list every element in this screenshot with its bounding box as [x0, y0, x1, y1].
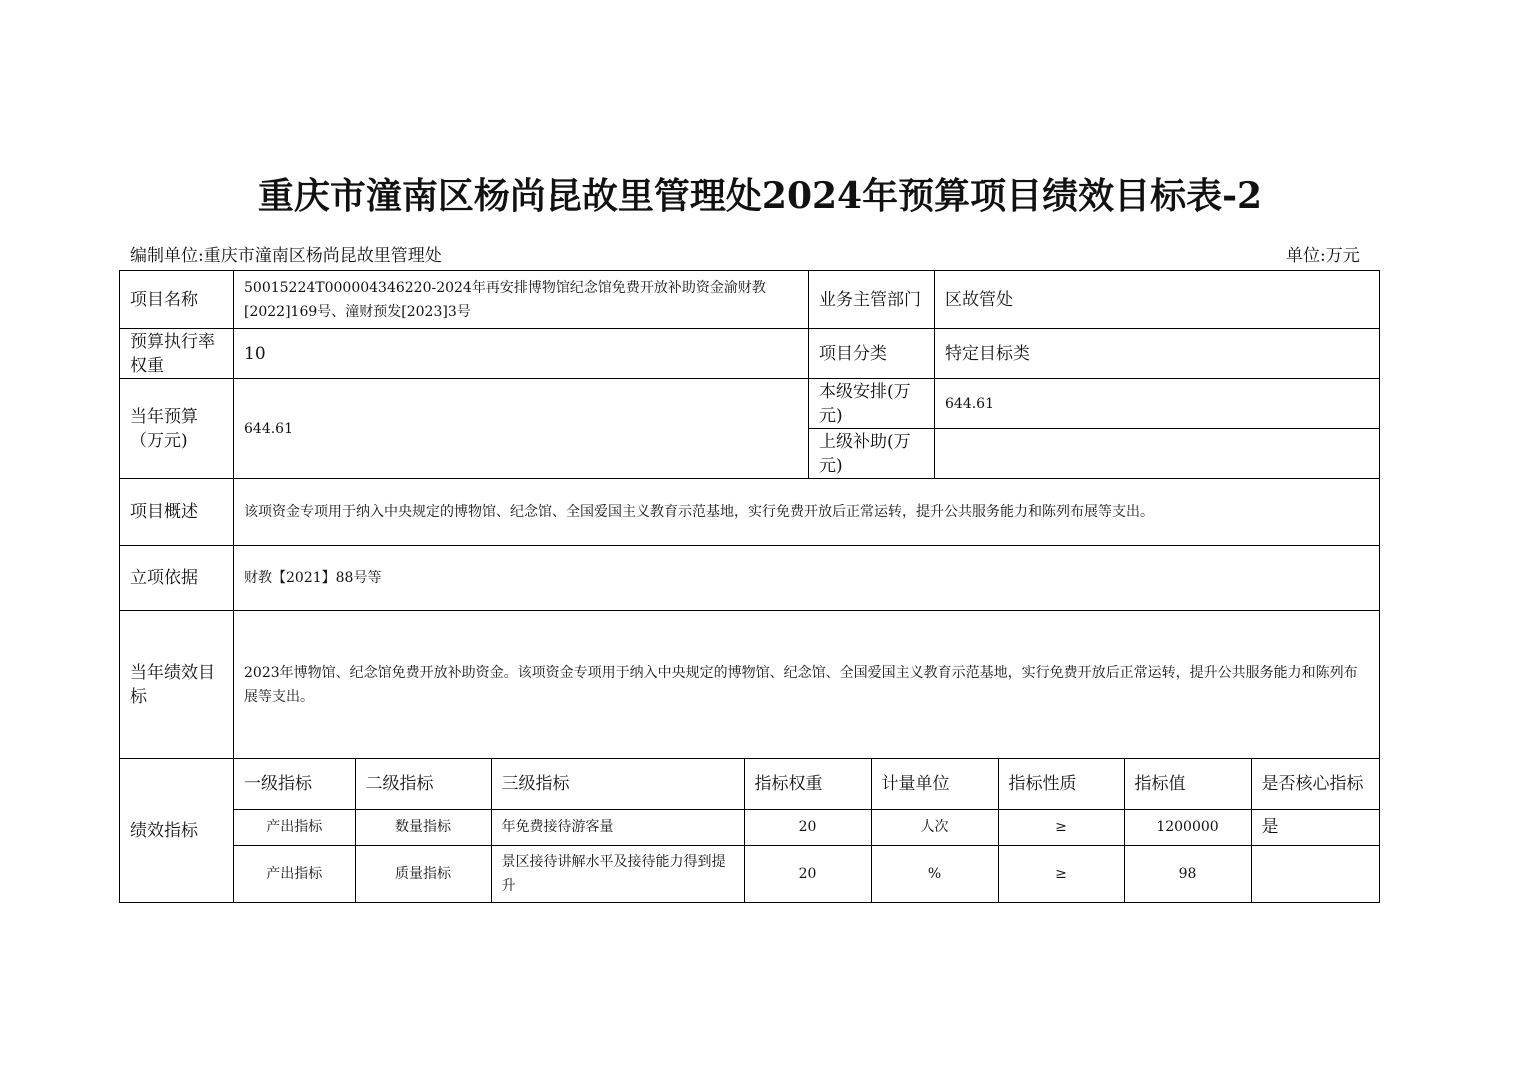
dept-label: 业务主管部门: [809, 271, 935, 329]
local-label: 本级安排(万元): [809, 379, 935, 429]
goal-value: 2023年博物馆、纪念馆免费开放补助资金。该项资金专项用于纳入中央规定的博物馆、纪念馆、全国爱国主义教育示范基地，实行免费开放后正常运转，提升公共服务能力和陈列布展等支出。: [234, 611, 1380, 759]
project-name-label: 项目名称: [120, 271, 234, 329]
indicator-level1: 产出指标: [234, 809, 355, 845]
indicator-unit: 人次: [871, 809, 998, 845]
header-value: 指标值: [1124, 759, 1251, 809]
indicator-weight: 20: [744, 845, 871, 902]
indicators-header-row: [234, 759, 1379, 809]
indicators-label: 绩效指标: [120, 759, 234, 903]
header-nature: 指标性质: [998, 759, 1124, 809]
page-title: 重庆市潼南区杨尚昆故里管理处2024年预算项目绩效目标表-2: [257, 175, 1263, 217]
indicator-level2: 数量指标: [355, 809, 491, 845]
header-level2: 二级指标: [355, 759, 491, 809]
exec-weight-value: 10: [234, 329, 809, 379]
category-label: 项目分类: [809, 329, 935, 379]
overview-label: 项目概述: [120, 479, 234, 546]
project-name-row: [120, 271, 1380, 329]
indicators-table: [234, 759, 1379, 902]
header-level1: 一级指标: [234, 759, 355, 809]
header-unit: 计量单位: [871, 759, 998, 809]
upper-label: 上级补助(万元): [809, 429, 935, 479]
indicator-level3: 景区接待讲解水平及接待能力得到提升: [491, 845, 744, 902]
overview-value: 该项资金专项用于纳入中央规定的博物馆、纪念馆、全国爱国主义教育示范基地，实行免费开放后正常运转，提升公共服务能力和陈列布展等支出。: [234, 479, 1380, 546]
currency-unit: 单位:万元: [1286, 246, 1360, 266]
compiling-unit: 编制单位:重庆市潼南区杨尚昆故里管理处: [130, 246, 442, 266]
header-core: 是否核心指标: [1251, 759, 1379, 809]
upper-value: [935, 429, 1380, 479]
exec-weight-row: [120, 329, 1380, 379]
indicator-nature: ≥: [998, 809, 1124, 845]
budget-value: 644.61: [234, 379, 809, 479]
indicator-core: 是: [1251, 809, 1379, 845]
goal-label: 当年绩效目标: [120, 611, 234, 759]
indicator-value: 1200000: [1124, 809, 1251, 845]
basis-row: [120, 546, 1380, 611]
dept-value: 区故管处: [935, 271, 1380, 329]
budget-label: 当年预算（万元): [120, 379, 234, 479]
performance-table: [119, 270, 1380, 903]
indicator-row: [234, 809, 1379, 845]
category-value: 特定目标类: [935, 329, 1380, 379]
indicators-row: [120, 759, 1380, 903]
budget-row: [120, 379, 1380, 429]
basis-value: 财教【2021】88号等: [234, 546, 1380, 611]
indicator-row: [234, 845, 1379, 902]
exec-weight-label: 预算执行率权重: [120, 329, 234, 379]
header-weight: 指标权重: [744, 759, 871, 809]
indicator-nature: ≥: [998, 845, 1124, 902]
indicators-cell: [234, 759, 1380, 903]
project-name-value: 50015224T000004346220-2024年再安排博物馆纪念馆免费开放补助资金渝财教[2022]169号、潼财预发[2023]3号: [234, 271, 809, 329]
goal-row: [120, 611, 1380, 759]
indicator-core: [1251, 845, 1379, 902]
indicator-level1: 产出指标: [234, 845, 355, 902]
local-value: 644.61: [935, 379, 1380, 429]
basis-label: 立项依据: [120, 546, 234, 611]
overview-row: [120, 479, 1380, 546]
indicator-weight: 20: [744, 809, 871, 845]
indicator-level3: 年免费接待游客量: [491, 809, 744, 845]
indicator-value: 98: [1124, 845, 1251, 902]
header-level3: 三级指标: [491, 759, 744, 809]
indicator-level2: 质量指标: [355, 845, 491, 902]
indicator-unit: %: [871, 845, 998, 902]
